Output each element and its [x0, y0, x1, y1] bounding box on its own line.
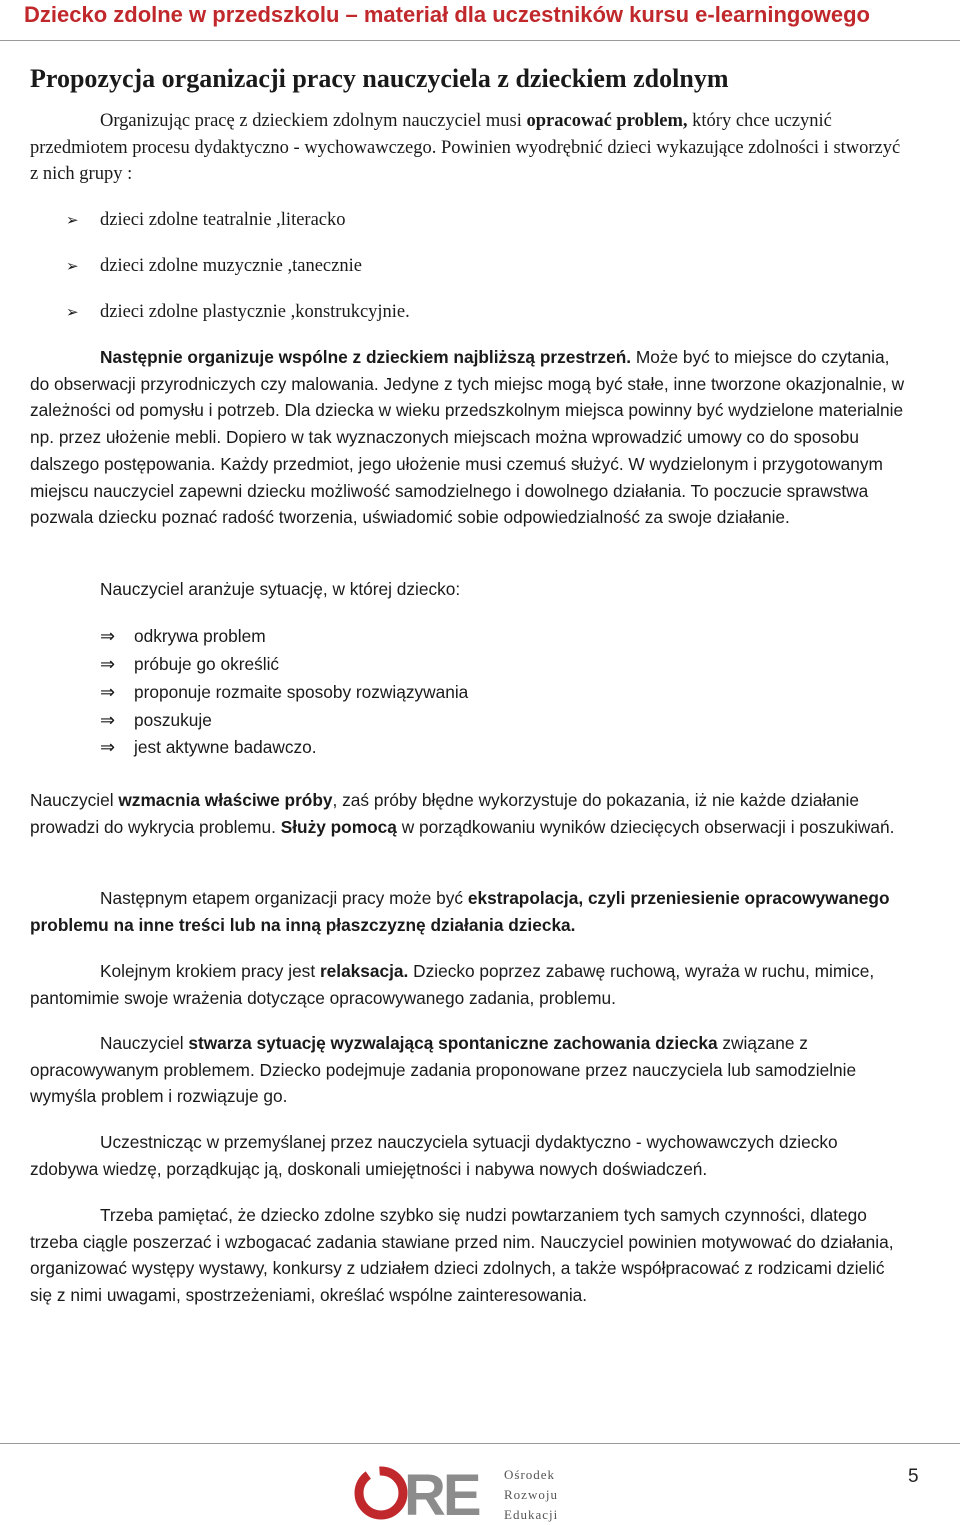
double-arrow-icon: ⇒ [100, 654, 116, 674]
group-item [66, 207, 346, 233]
group-item [66, 253, 362, 279]
remember-paragraph [30, 1202, 910, 1309]
situation-item [100, 707, 212, 733]
relaxation-bold: relaksacja. [319, 961, 409, 981]
situation-item [100, 734, 317, 760]
header-title: Dziecko zdolne w przedszkolu – materiał dla uczestników kursu e-learningowego [24, 2, 870, 27]
spontaneous-paragraph [30, 1030, 910, 1110]
situation-intro [30, 576, 910, 603]
logo-text [504, 1465, 558, 1525]
intro-bold: opracować problem, [526, 111, 688, 131]
situation-item [100, 651, 279, 677]
page-number: 5 [908, 1466, 919, 1487]
double-arrow-icon: ⇒ [100, 737, 116, 757]
arrowhead-bullet-icon: ➢ [66, 213, 79, 229]
extrapolation-paragraph [30, 885, 910, 938]
double-arrow-icon: ⇒ [100, 682, 116, 702]
double-arrow-icon: ⇒ [100, 626, 116, 646]
extrapolation-bold: ekstrapolacja, czyli przeniesienie opracowywanego problemu na inne treści lub na inną płaszczyznę działania dziecka. [30, 888, 890, 935]
logo-line-2: Rozwoju [504, 1487, 558, 1502]
reinforce-bold-2: Służy pomocą [280, 816, 397, 837]
double-arrow-icon: ⇒ [100, 710, 116, 730]
reinforce-text-1: Nauczyciel [30, 790, 119, 810]
spontaneous-text-2: związane z opracowywanym problemem. Dziecko podejmuje zadania proponowane przez nauczyciela lub samodzielnie wymyśla problem i rozwiązuje go. [30, 1033, 857, 1107]
reinforce-paragraph [30, 787, 910, 840]
intro-paragraph [30, 108, 910, 188]
situation-item [100, 679, 468, 705]
space-paragraph [30, 344, 910, 531]
reinforce-bold-1: wzmacnia właściwe próby [118, 790, 333, 810]
header-divider [0, 40, 960, 41]
situation-intro-text: Nauczyciel aranżuje sytuację, w której dziecko: [100, 579, 461, 599]
situation-item-label: odkrywa problem [134, 626, 266, 646]
relaxation-text-2: Dziecko poprzez zabawę ruchową, wyraża w ruchu, mimice, pantomimie swoje wrażenia dotyczące opracowywanego zadania, problemu. [30, 961, 875, 1008]
reinforce-text-2: , zaś próby błędne wykorzystuje do pokazania, iż nie każde działanie prowadzi do wykrycia problemu. [30, 790, 859, 837]
logo-line-3: Edukacji [504, 1507, 559, 1522]
relaxation-paragraph [30, 958, 910, 1011]
space-bold: Następnie organizuje wspólne z dzieckiem najbliższą przestrzeń. [100, 347, 632, 367]
spontaneous-bold: stwarza sytuację wyzwalającą spontaniczne zachowania dziecka [188, 1033, 718, 1053]
space-text: Może być to miejsce do czytania, do obserwacji przyrodniczych czy malowania. Jedyne z tych miejsc mogą być stałe, inne tworzone okazjonalnie, w zależności od pomysłu i potrzeb. Dla dziecka w wieku przedszkolnym miejsca powinny być wydzielone materialnie np. przez ułożenie mebli. Dopiero w tak wyznaczonych miejscach można wprowadzić umowy co do sposobu dalszego postępowania. Każdy przedmiot, jego ułożenie musi czemuś służyć. W wydzielonym i przygotowanym miejscu nauczyciel zapewni dziecku możliwość samodzielnego i dowolnego działania. To poczucie sprawstwa pozwala dziecku poznać radość tworzenia, uświadomić sobie odpowiedzialność za swoje działanie. [30, 347, 905, 528]
situation-item-label: poszukuje [134, 710, 212, 730]
remember-text: Trzeba pamiętać, że dziecko zdolne szybko się nudzi powtarzaniem tych samych czynności, dlatego trzeba ciągle poszerzać i wzbogacać zadania stawiane przed nim. Nauczyciel powinien motywować do działania, organizować występy wystawy, konkursy z udziałem dzieci zdolnych, a także współpracować z rodzicami dzielić się z nimi uwagami, spostrzeżeniami, określać wspólne zainteresowania. [30, 1205, 894, 1306]
situation-item-label: jest aktywne badawczo. [134, 737, 317, 757]
footer-divider [0, 1443, 960, 1444]
intro-text-2: który chce uczynić przedmiotem procesu dydaktyczno - wychowawczego. Powinien wyodrębnić dzieci wykazujące zdolności i stworzyć z nich grupy : [30, 111, 901, 184]
logo-line-1: Ośrodek [504, 1467, 556, 1482]
arrowhead-bullet-icon: ➢ [66, 259, 79, 275]
relaxation-text-1: Kolejnym krokiem pracy jest [100, 961, 320, 981]
situation-item-label: próbuje go określić [134, 654, 280, 674]
situation-item-label: proponuje rozmaite sposoby rozwiązywania [134, 682, 469, 702]
group-item [66, 299, 410, 325]
participation-text: Uczestnicząc w przemyślanej przez nauczyciela sytuacji dydaktyczno - wychowawczych dziecko zdobywa wiedzę, porządkując ją, doskonali umiejętności i nabywa nowych doświadczeń. [30, 1132, 838, 1179]
document-title: Propozycja organizacji pracy nauczyciela z dzieckiem zdolnym [30, 64, 729, 93]
arrowhead-bullet-icon: ➢ [66, 305, 79, 321]
group-item-label: dzieci zdolne muzycznie ,tanecznie [100, 256, 362, 276]
group-item-label: dzieci zdolne teatralnie ,literacko [100, 210, 346, 230]
extrapolation-text: Następnym etapem organizacji pracy może być [100, 888, 468, 908]
spontaneous-text-1: Nauczyciel [100, 1033, 189, 1053]
reinforce-text-3: w porządkowaniu wyników dziecięcych obserwacji i poszukiwań. [396, 816, 895, 837]
svg-text:RE: RE [404, 1463, 479, 1521]
situation-item [100, 623, 266, 649]
participation-paragraph [30, 1129, 910, 1182]
intro-text-1: Organizując pracę z dzieckiem zdolnym nauczyciel musi [100, 111, 527, 131]
group-item-label: dzieci zdolne plastycznie ,konstrukcyjnie. [100, 302, 410, 322]
